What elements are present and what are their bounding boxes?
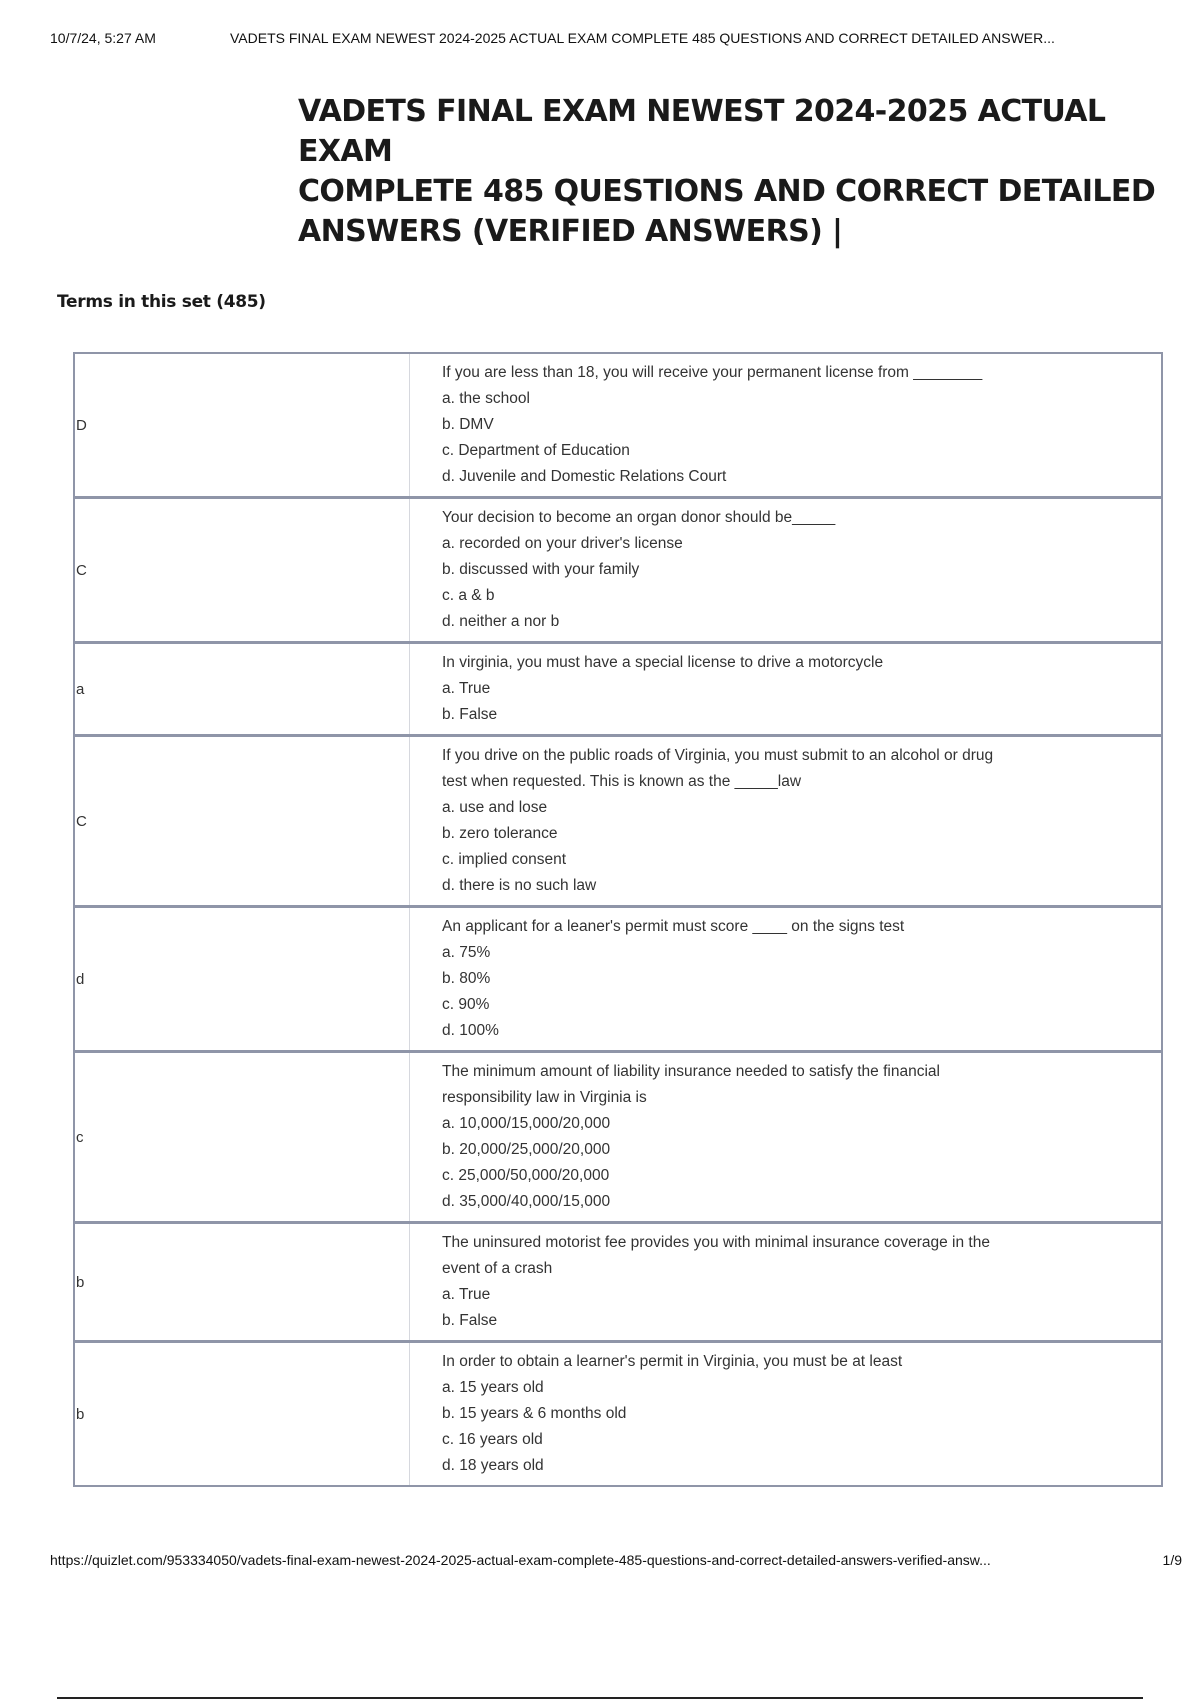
answer-option: b. DMV <box>442 416 494 433</box>
term-row <box>75 499 1161 644</box>
answer-option: d. Juvenile and Domestic Relations Court <box>442 468 727 485</box>
question-text: Your decision to become an organ donor should be_____ <box>442 509 836 526</box>
terms-heading: Terms in this set (485) <box>57 292 266 312</box>
answer-option: a. 75% <box>442 944 491 961</box>
answer-option: b. 80% <box>442 970 491 987</box>
question-text: In order to obtain a learner's permit in Virginia, you must be at least <box>442 1353 903 1370</box>
term-answer: C <box>75 737 410 905</box>
term-answer: c <box>75 1053 410 1221</box>
term-answer: d <box>75 908 410 1050</box>
question-text: An applicant for a leaner's permit must score ____ on the signs test <box>442 918 905 935</box>
term-row <box>75 1343 1161 1485</box>
term-row <box>75 644 1161 737</box>
answer-option: b. discussed with your family <box>442 561 640 578</box>
terms-table <box>73 352 1163 1487</box>
term-row <box>75 1224 1161 1343</box>
print-header-title: VADETS FINAL EXAM NEWEST 2024-2025 ACTUAL EXAM COMPLETE 485 QUESTIONS AND CORRECT DETAILED ANSWER... <box>230 30 1055 46</box>
term-question <box>410 1343 1161 1485</box>
answer-option: c. a & b <box>442 587 495 604</box>
answer-option: c. Department of Education <box>442 442 630 459</box>
print-header <box>50 30 1180 50</box>
answer-option: a. True <box>442 680 491 697</box>
term-row <box>75 737 1161 908</box>
answer-option: a. True <box>442 1286 491 1303</box>
answer-option: d. 35,000/40,000/15,000 <box>442 1193 611 1210</box>
answer-option: d. 18 years old <box>442 1457 544 1474</box>
answer-option: d. neither a nor b <box>442 613 560 630</box>
question-text: The uninsured motorist fee provides you with minimal insurance coverage in the <box>442 1234 990 1251</box>
answer-option: a. use and lose <box>442 799 548 816</box>
term-answer: b <box>75 1343 410 1485</box>
answer-option: c. 25,000/50,000/20,000 <box>442 1167 610 1184</box>
question-text: responsibility law in Virginia is <box>442 1089 647 1106</box>
term-question <box>410 737 1161 905</box>
term-answer: a <box>75 644 410 734</box>
answer-option: c. implied consent <box>442 851 567 868</box>
page-title <box>298 92 1178 252</box>
term-row <box>75 1053 1161 1224</box>
page-title-line: VADETS FINAL EXAM NEWEST 2024-2025 ACTUAL EXAM <box>298 94 1106 169</box>
answer-option: d. 100% <box>442 1022 499 1039</box>
print-footer <box>50 1552 1182 1572</box>
term-question <box>410 644 1161 734</box>
term-question <box>410 499 1161 641</box>
answer-option: a. 15 years old <box>442 1379 544 1396</box>
term-question <box>410 908 1161 1050</box>
bottom-rule <box>57 1697 1143 1699</box>
answer-option: b. 15 years & 6 months old <box>442 1405 627 1422</box>
term-row <box>75 354 1161 499</box>
question-text: test when requested. This is known as the _____law <box>442 773 802 790</box>
answer-option: a. the school <box>442 390 530 407</box>
answer-option: a. 10,000/15,000/20,000 <box>442 1115 611 1132</box>
answer-option: a. recorded on your driver's license <box>442 535 683 552</box>
answer-option: b. 20,000/25,000/20,000 <box>442 1141 611 1158</box>
answer-option: c. 16 years old <box>442 1431 543 1448</box>
term-question <box>410 1053 1161 1221</box>
term-answer: D <box>75 354 410 496</box>
term-answer: b <box>75 1224 410 1340</box>
answer-option: b. False <box>442 706 498 723</box>
page-title-line: ANSWERS (VERIFIED ANSWERS) | <box>298 214 843 249</box>
term-row <box>75 908 1161 1053</box>
answer-option: c. 90% <box>442 996 490 1013</box>
question-text: If you are less than 18, you will receive your permanent license from ________ <box>442 364 983 381</box>
answer-option: b. zero tolerance <box>442 825 558 842</box>
question-text: event of a crash <box>442 1260 553 1277</box>
answer-option: d. there is no such law <box>442 877 597 894</box>
page-title-line: COMPLETE 485 QUESTIONS AND CORRECT DETAILED <box>298 174 1156 209</box>
print-footer-url: https://quizlet.com/953334050/vadets-final-exam-newest-2024-2025-actual-exam-complete-485-questions-and-correct-detailed-answers-verified-answ... <box>50 1552 991 1568</box>
question-text: The minimum amount of liability insurance needed to satisfy the financial <box>442 1063 940 1080</box>
term-answer: C <box>75 499 410 641</box>
print-datetime: 10/7/24, 5:27 AM <box>50 30 156 46</box>
question-text: In virginia, you must have a special license to drive a motorcycle <box>442 654 884 671</box>
answer-option: b. False <box>442 1312 498 1329</box>
term-question <box>410 354 1161 496</box>
term-question <box>410 1224 1161 1340</box>
page-number: 1/9 <box>1162 1552 1182 1568</box>
question-text: If you drive on the public roads of Virginia, you must submit to an alcohol or drug <box>442 747 994 764</box>
